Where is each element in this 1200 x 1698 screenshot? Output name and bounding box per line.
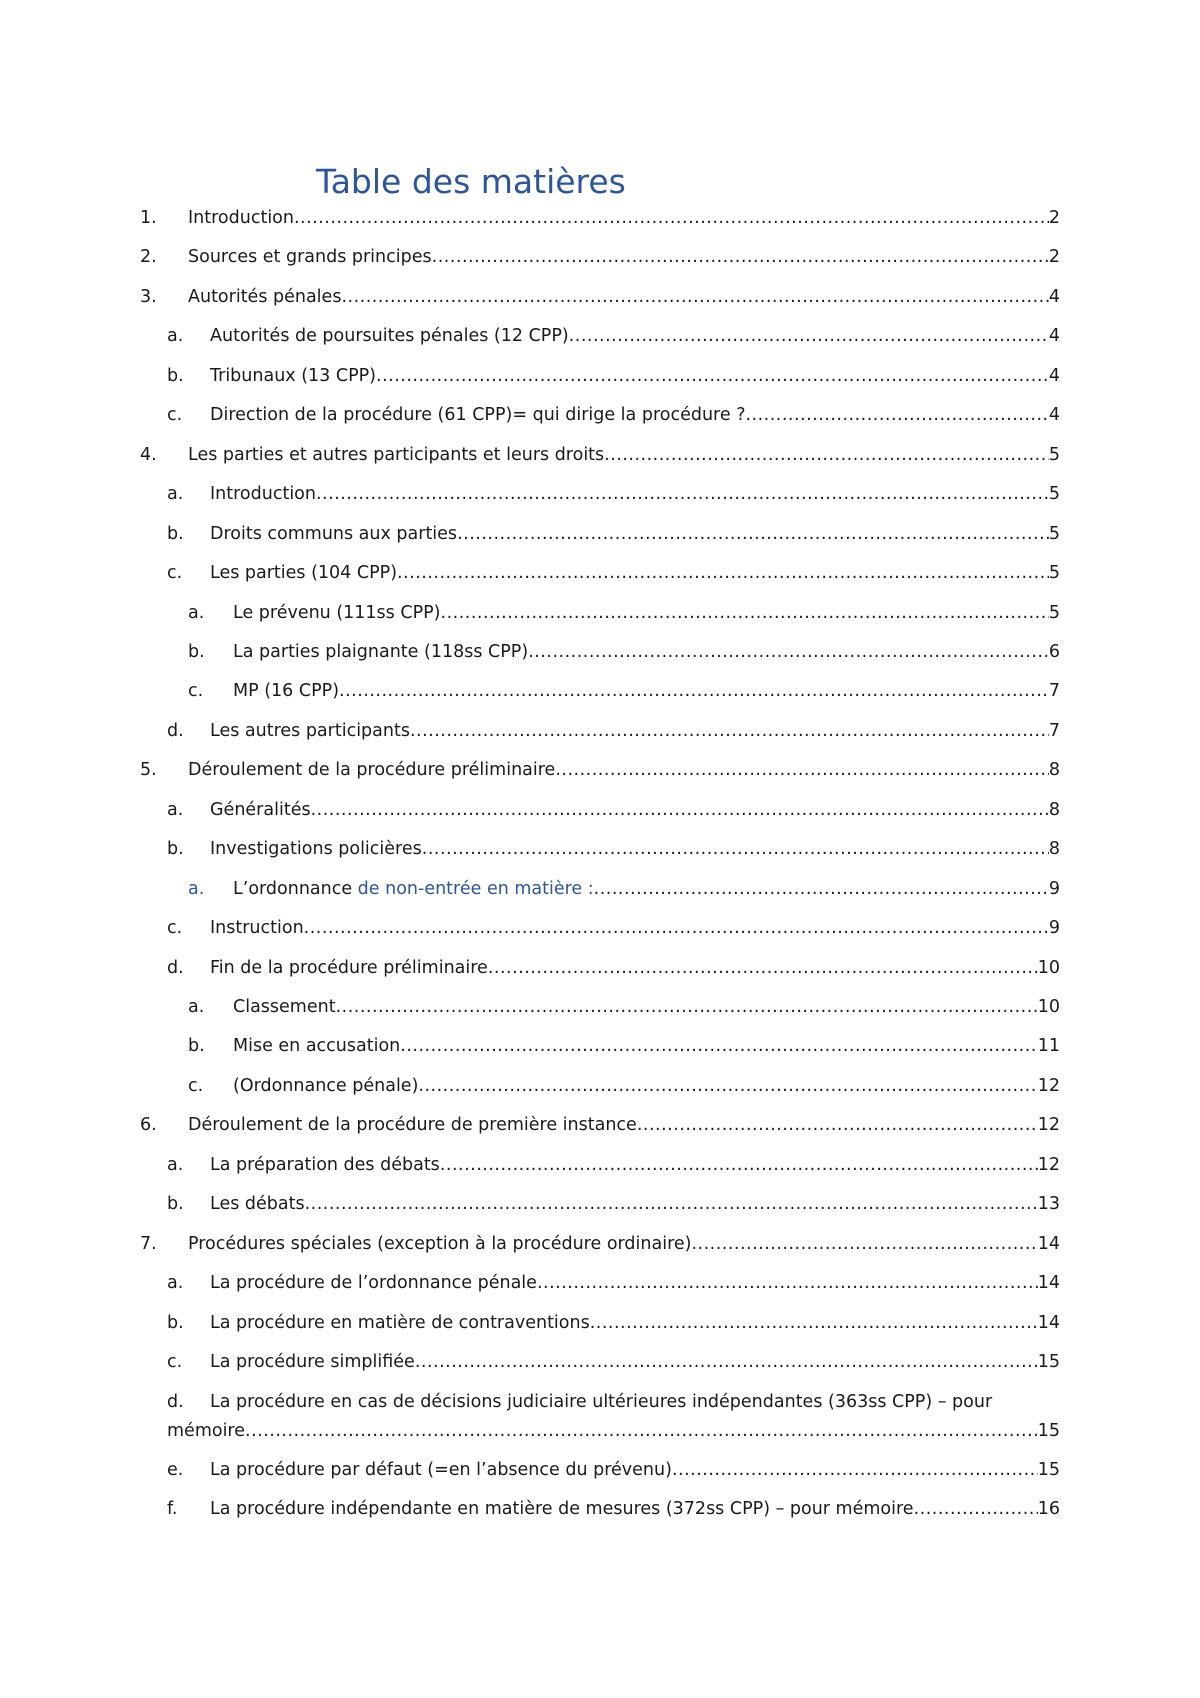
toc-dot-leader bbox=[745, 402, 1048, 428]
toc-entry-number: c. bbox=[167, 563, 183, 584]
toc-dot-leader bbox=[304, 915, 1049, 941]
toc-entry-page: 9 bbox=[1048, 878, 1060, 899]
toc-entry-number: 5. bbox=[140, 760, 157, 781]
toc-dot-leader bbox=[415, 1349, 1038, 1375]
toc-entry-number: 1. bbox=[140, 208, 157, 228]
toc-entry-page: 7 bbox=[1048, 720, 1060, 741]
toc-entry-text: Mise en accusation bbox=[233, 1036, 401, 1057]
toc-entry-number: b. bbox=[167, 523, 184, 544]
toc-title: Table des matières bbox=[316, 162, 626, 201]
toc-entry-text: Les parties et autres participants et leurs droits bbox=[188, 444, 605, 465]
toc-entry-page: 15 bbox=[1037, 1352, 1060, 1373]
toc-entry-number: a. bbox=[167, 799, 184, 820]
toc-entry-number: a. bbox=[167, 1273, 184, 1294]
toc-dot-leader bbox=[440, 1152, 1038, 1178]
toc-entry-page: 12 bbox=[1037, 1075, 1060, 1096]
toc-dot-leader bbox=[376, 363, 1049, 389]
toc-entry-number: c. bbox=[188, 1075, 204, 1096]
toc-dot-leader bbox=[441, 600, 1049, 626]
toc-dot-leader bbox=[305, 1191, 1038, 1217]
toc-entry-page: 5 bbox=[1048, 523, 1060, 544]
toc-entry-page: 8 bbox=[1048, 799, 1060, 820]
toc-entry-page: 10 bbox=[1037, 997, 1060, 1017]
toc-entry-text-highlight: de non-entrée en matière : bbox=[357, 878, 594, 899]
toc-entry-number: c. bbox=[167, 1352, 183, 1373]
toc-dot-leader bbox=[418, 1073, 1037, 1099]
toc-entry-page: 4 bbox=[1048, 286, 1060, 307]
toc-entry-text-continued: mémoire bbox=[167, 1420, 246, 1441]
toc-entry-number: b. bbox=[167, 1194, 184, 1215]
toc-entry-text: Investigations policières bbox=[210, 839, 422, 860]
toc-dot-leader bbox=[339, 678, 1049, 704]
toc-dot-leader bbox=[422, 836, 1049, 862]
toc-entry-page: 14 bbox=[1037, 1273, 1060, 1294]
toc-entry-number: b. bbox=[167, 1312, 184, 1333]
toc-entry-page: 8 bbox=[1048, 760, 1060, 781]
toc-entry-page: 5 bbox=[1048, 563, 1060, 584]
toc-entry-number: 6. bbox=[140, 1115, 157, 1136]
toc-entry-page: 14 bbox=[1037, 1312, 1060, 1333]
toc-entry-text: La procédure en matière de contraventions bbox=[210, 1312, 590, 1333]
toc-dot-leader bbox=[400, 1033, 1037, 1059]
toc-entry-number: b. bbox=[188, 1036, 205, 1057]
toc-entry-page: 5 bbox=[1048, 444, 1060, 465]
toc-entry-number: 7. bbox=[140, 1233, 157, 1254]
toc-entry-number: b. bbox=[167, 365, 184, 386]
toc-entry-text: La parties plaignante (118ss CPP) bbox=[233, 641, 529, 662]
toc-entry-text: La procédure simplifiée bbox=[210, 1352, 415, 1373]
toc-entry-text: Déroulement de la procédure de première instance bbox=[188, 1115, 637, 1136]
toc-entry-text: La préparation des débats bbox=[210, 1154, 440, 1175]
toc-entry-number: a. bbox=[188, 878, 205, 899]
toc-entry-text: Introduction bbox=[210, 484, 316, 505]
toc-entry-page: 6 bbox=[1048, 641, 1060, 662]
toc-entry-page: 10 bbox=[1037, 957, 1060, 978]
toc-entry-page: 12 bbox=[1037, 1154, 1060, 1175]
toc-entry-number: 2. bbox=[140, 247, 157, 268]
toc-entry-text: Généralités bbox=[210, 799, 311, 820]
toc-entry-number: c. bbox=[167, 918, 183, 939]
toc-entry-number: f. bbox=[167, 1499, 178, 1520]
toc-entry-number: a. bbox=[167, 1154, 184, 1175]
toc-entry-text: (Ordonnance pénale) bbox=[233, 1075, 419, 1096]
toc-dot-leader bbox=[341, 284, 1048, 310]
toc-entry[interactable] bbox=[0, 1389, 1200, 1447]
toc-entry-page: 12 bbox=[1037, 1115, 1060, 1136]
toc-dot-leader bbox=[410, 718, 1049, 744]
toc-dot-leader bbox=[316, 481, 1049, 507]
toc-entry-number: a. bbox=[188, 602, 205, 623]
toc-entry-page: 15 bbox=[1037, 1420, 1060, 1441]
toc-dot-leader bbox=[397, 560, 1049, 586]
toc-dot-leader bbox=[457, 521, 1049, 547]
toc-entry-text: La procédure indépendante en matière de mesures (372ss CPP) – pour mémoire bbox=[210, 1499, 914, 1520]
toc-entry-page: 4 bbox=[1048, 405, 1060, 426]
toc-entry-page: 8 bbox=[1048, 839, 1060, 860]
toc-entry-number: d. bbox=[167, 1391, 184, 1412]
toc-entry-text: Les autres participants bbox=[210, 720, 410, 741]
toc-dot-leader bbox=[672, 1457, 1038, 1483]
toc-entry-text: La procédure de l’ordonnance pénale bbox=[210, 1273, 537, 1294]
toc-dot-leader bbox=[914, 1496, 1038, 1522]
toc-entry-page: 14 bbox=[1037, 1233, 1060, 1254]
toc-entry-text: La procédure par défaut (=en l’absence du prévenu) bbox=[210, 1459, 672, 1480]
toc-dot-leader bbox=[245, 1418, 1038, 1444]
toc-entry-page: 4 bbox=[1048, 326, 1060, 347]
toc-entry-number: a. bbox=[188, 997, 205, 1017]
toc-dot-leader bbox=[590, 1310, 1038, 1336]
toc-entry-number: b. bbox=[188, 641, 205, 662]
toc-entry-text: Procédures spéciales (exception à la procédure ordinaire) bbox=[188, 1233, 692, 1254]
toc-entry-text: La procédure en cas de décisions judiciaire ultérieures indépendantes (363ss CPP) – pour bbox=[210, 1391, 993, 1412]
toc-entry-page: 16 bbox=[1037, 1499, 1060, 1520]
toc-entry-number: 4. bbox=[140, 444, 157, 465]
toc-entry-page: 5 bbox=[1048, 484, 1060, 505]
toc-dot-leader bbox=[311, 797, 1049, 823]
toc-dot-leader bbox=[604, 442, 1049, 468]
toc-entry-text: Droits communs aux parties bbox=[210, 523, 458, 544]
toc-entry-page: 2 bbox=[1048, 247, 1060, 268]
toc-dot-leader bbox=[336, 994, 1038, 1020]
toc-dot-leader bbox=[691, 1231, 1037, 1257]
toc-entry-page: 15 bbox=[1037, 1459, 1060, 1480]
toc-entry-number: d. bbox=[167, 720, 184, 741]
toc-entry-page: 2 bbox=[1048, 208, 1060, 228]
toc-entry-text: Instruction bbox=[210, 918, 304, 939]
toc-dot-leader bbox=[432, 244, 1049, 270]
toc-entry-text: Tribunaux (13 CPP) bbox=[210, 365, 377, 386]
toc-dot-leader bbox=[594, 876, 1049, 902]
toc-dot-leader bbox=[537, 1270, 1038, 1296]
toc-entry-text: Autorités de poursuites pénales (12 CPP) bbox=[210, 326, 569, 347]
toc-entry-number: 3. bbox=[140, 286, 157, 307]
toc-entry-text: Fin de la procédure préliminaire bbox=[210, 957, 488, 978]
toc-entry-page: 9 bbox=[1048, 918, 1060, 939]
toc-entry-text: MP (16 CPP) bbox=[233, 681, 340, 702]
toc-entry-number: d. bbox=[167, 957, 184, 978]
toc-entry-page: 5 bbox=[1048, 602, 1060, 623]
toc-entry-page: 7 bbox=[1048, 681, 1060, 702]
toc-entry-number: c. bbox=[188, 681, 204, 702]
toc-entry-text: L’ordonnance bbox=[233, 878, 358, 899]
toc-entry-text: Les débats bbox=[210, 1194, 305, 1215]
toc-entry-text: Direction de la procédure (61 CPP)= qui dirige la procédure ? bbox=[210, 405, 746, 426]
toc-dot-leader bbox=[294, 205, 1049, 231]
toc-entry-text: Les parties (104 CPP) bbox=[210, 563, 398, 584]
toc-dot-leader bbox=[488, 955, 1038, 981]
toc-entry-text: Déroulement de la procédure préliminaire bbox=[188, 760, 556, 781]
toc-entry-number: e. bbox=[167, 1459, 184, 1480]
toc-entry-text: Autorités pénales bbox=[188, 286, 342, 307]
toc-entry-number: c. bbox=[167, 405, 183, 426]
toc-entry-text: Classement bbox=[233, 997, 336, 1017]
toc-entry-number: b. bbox=[167, 839, 184, 860]
toc-dot-leader bbox=[569, 323, 1049, 349]
toc-entry-number: a. bbox=[167, 484, 184, 505]
toc-entry-page: 13 bbox=[1037, 1194, 1060, 1215]
toc-dot-leader bbox=[555, 757, 1049, 783]
toc-entry-text: Sources et grands principes bbox=[188, 247, 432, 268]
toc-entry-text: Introduction bbox=[188, 208, 294, 228]
toc-entry-number: a. bbox=[167, 326, 184, 347]
toc-dot-leader bbox=[528, 639, 1049, 665]
toc-entry-page: 4 bbox=[1048, 365, 1060, 386]
toc-dot-leader bbox=[637, 1112, 1038, 1138]
toc-entry-text: Le prévenu (111ss CPP) bbox=[233, 602, 441, 623]
toc-entry-page: 11 bbox=[1037, 1036, 1060, 1057]
